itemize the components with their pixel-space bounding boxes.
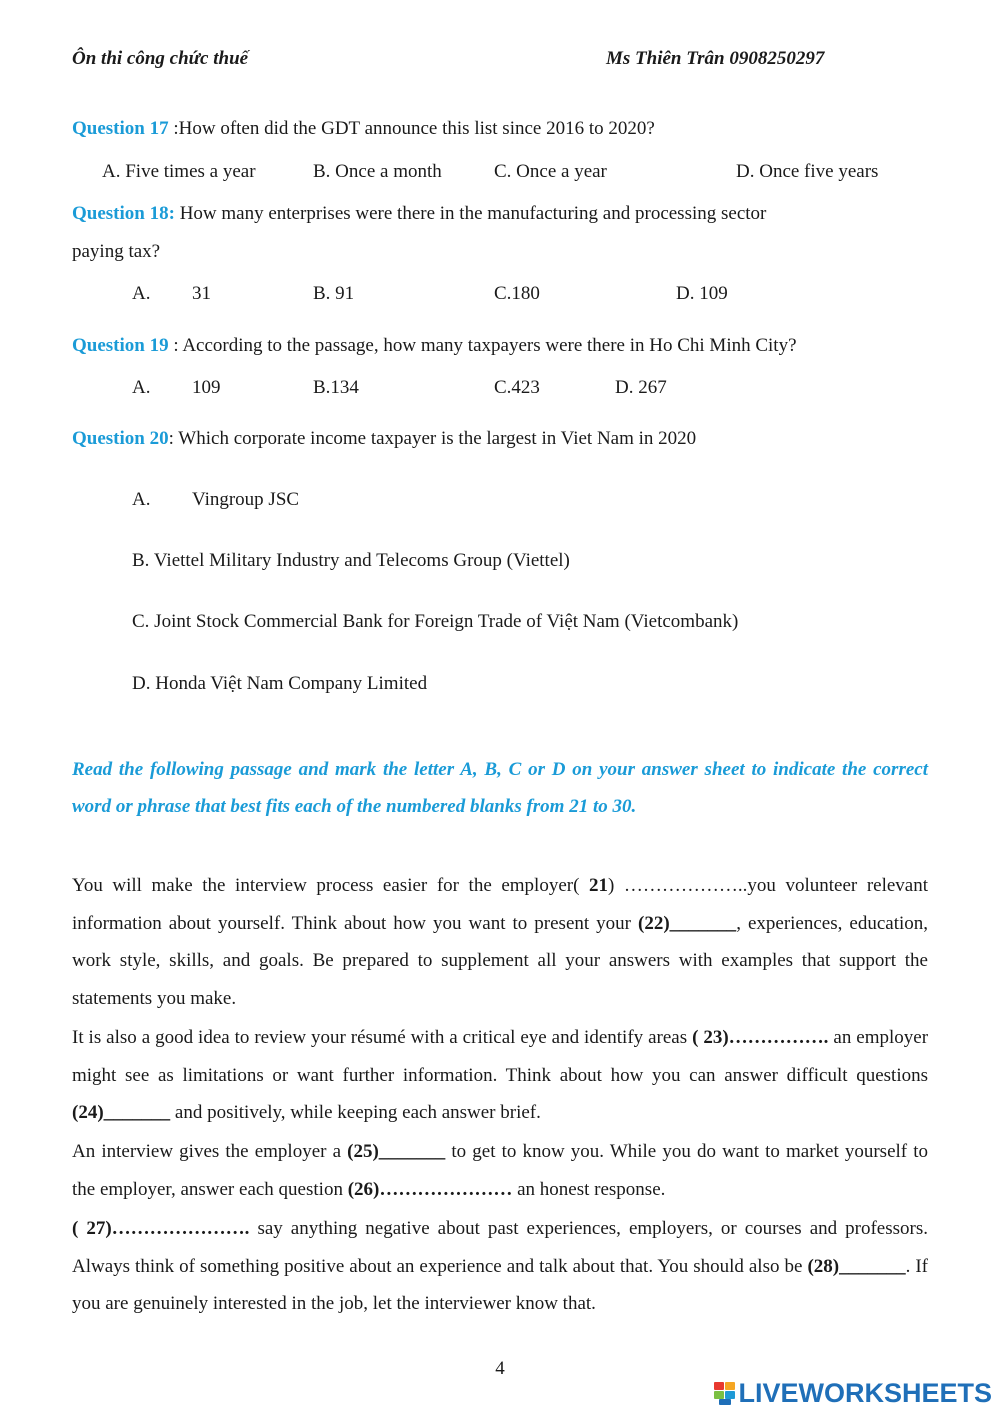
question-17-label: Question 17 [72,118,169,139]
q19-option-a-letter[interactable]: A. [132,377,151,398]
question-20-text: : Which corporate income taxpayer is the largest in Viet Nam in 2020 [168,428,697,449]
blank-23[interactable]: ( 23)……………. [692,1027,829,1048]
q18-option-b[interactable]: B. 91 [313,283,355,304]
q20-option-d[interactable]: D. Honda Việt Nam Company Limited [132,673,428,694]
q20-option-c[interactable]: C. Joint Stock Commercial Bank for Foreign Trade of Việt Nam (Vietcombank) [132,611,739,632]
question-17-text: :How often did the GDT announce this list since 2016 to 2020? [168,118,655,139]
blank-21[interactable]: 21 [589,875,608,896]
question-18-label: Question 18: [72,203,175,224]
question-18 [72,203,766,225]
blank-25[interactable]: (25)_______ [347,1141,446,1162]
p2-text-3: and positively, while keeping each answer brief. [170,1102,541,1123]
p3-text-1: An interview gives the employer a [72,1141,348,1162]
blank-27[interactable]: ( 27)…………………. [72,1218,250,1239]
q18-option-c[interactable]: C.180 [494,283,540,304]
q17-option-c[interactable]: C. Once a year [494,161,607,182]
header-right: Ms Thiên Trân 0908250297 [606,48,825,69]
q19-option-c[interactable]: C.423 [494,377,540,398]
question-18-text: How many enterprises were there in the manufacturing and processing sector [174,203,767,224]
p1-text-3: , experiences, education, work style, skills, and goals. Be prepared to supplement all your answers with examples that support the statements you make. [72,912,928,1009]
p1-text-1: You will make the interview process easier for the employer( [72,875,589,896]
q20-option-b[interactable]: B. Viettel Military Industry and Telecoms Group (Viettel) [132,550,570,571]
passage-paragraph-1 [72,867,928,1017]
q20-option-a-text[interactable]: Vingroup JSC [192,489,300,510]
q17-option-b[interactable]: B. Once a month [313,161,442,182]
p3-text-2: to get to know you. While you do want to market yourself to the employer, answer each question [72,1141,928,1200]
liveworksheets-logo-icon [714,1380,736,1406]
passage-paragraph-3 [72,1133,928,1208]
q19-option-d[interactable]: D. 267 [615,377,667,398]
q19-option-b[interactable]: B.134 [313,377,359,398]
passage-paragraph-2 [72,1019,928,1132]
passage-instruction: Read the following passage and mark the letter A, B, C or D on your answer sheet to indicate the correct word or phrase that best fits each of the numbered blanks from 21 to 30. [72,759,928,817]
header-left: Ôn thi công chức thuế [72,48,249,69]
liveworksheets-logo [714,1377,992,1409]
p4-text-2: . If you are genuinely interested in the job, let the interviewer know that. [72,1255,929,1314]
q19-option-a-value[interactable]: 109 [192,377,221,398]
passage-paragraph-4 [72,1210,928,1323]
question-19 [72,335,797,357]
p2-text-1: It is also a good idea to review your résumé with a critical eye and identify areas [72,1027,693,1048]
question-20-label: Question 20 [72,428,169,449]
blank-28[interactable]: (28)_______ [807,1255,906,1277]
p4-text-1: say anything negative about past experiences, employers, or courses and professors. Always think of something positive about an experience and talk about that. You should also be [72,1218,928,1277]
p2-text-2: an employer might see as limitations or want further information. Think about how you can answer difficult questions [72,1027,929,1086]
blank-22[interactable]: (22)_______ [638,912,737,934]
q18-option-d[interactable]: D. 109 [676,283,728,304]
q18-option-a-value[interactable]: 31 [192,283,211,304]
page-number: 4 [495,1358,505,1379]
question-19-label: Question 19 [72,335,169,356]
blank-24[interactable]: (24)_______ [72,1102,171,1123]
p3-text-3: an honest response. [512,1178,666,1200]
question-18-text-cont: paying tax? [72,241,161,262]
liveworksheets-logo-text: LIVEWORKSHEETS [738,1377,992,1408]
p1-text-2: ) ………………..you volunteer relevant information about yourself. Think about how you want to present your [72,875,928,934]
q20-option-a-letter[interactable]: A. [132,489,151,510]
question-19-text: : According to the passage, how many taxpayers were there in Ho Chi Minh City? [168,335,797,356]
q17-option-a[interactable]: A. Five times a year [102,161,256,182]
blank-26[interactable]: (26)………………… [347,1178,513,1200]
question-17 [72,118,655,140]
q18-option-a-letter[interactable]: A. [132,283,151,304]
question-20 [72,428,696,450]
q17-option-d[interactable]: D. Once five years [736,161,879,182]
